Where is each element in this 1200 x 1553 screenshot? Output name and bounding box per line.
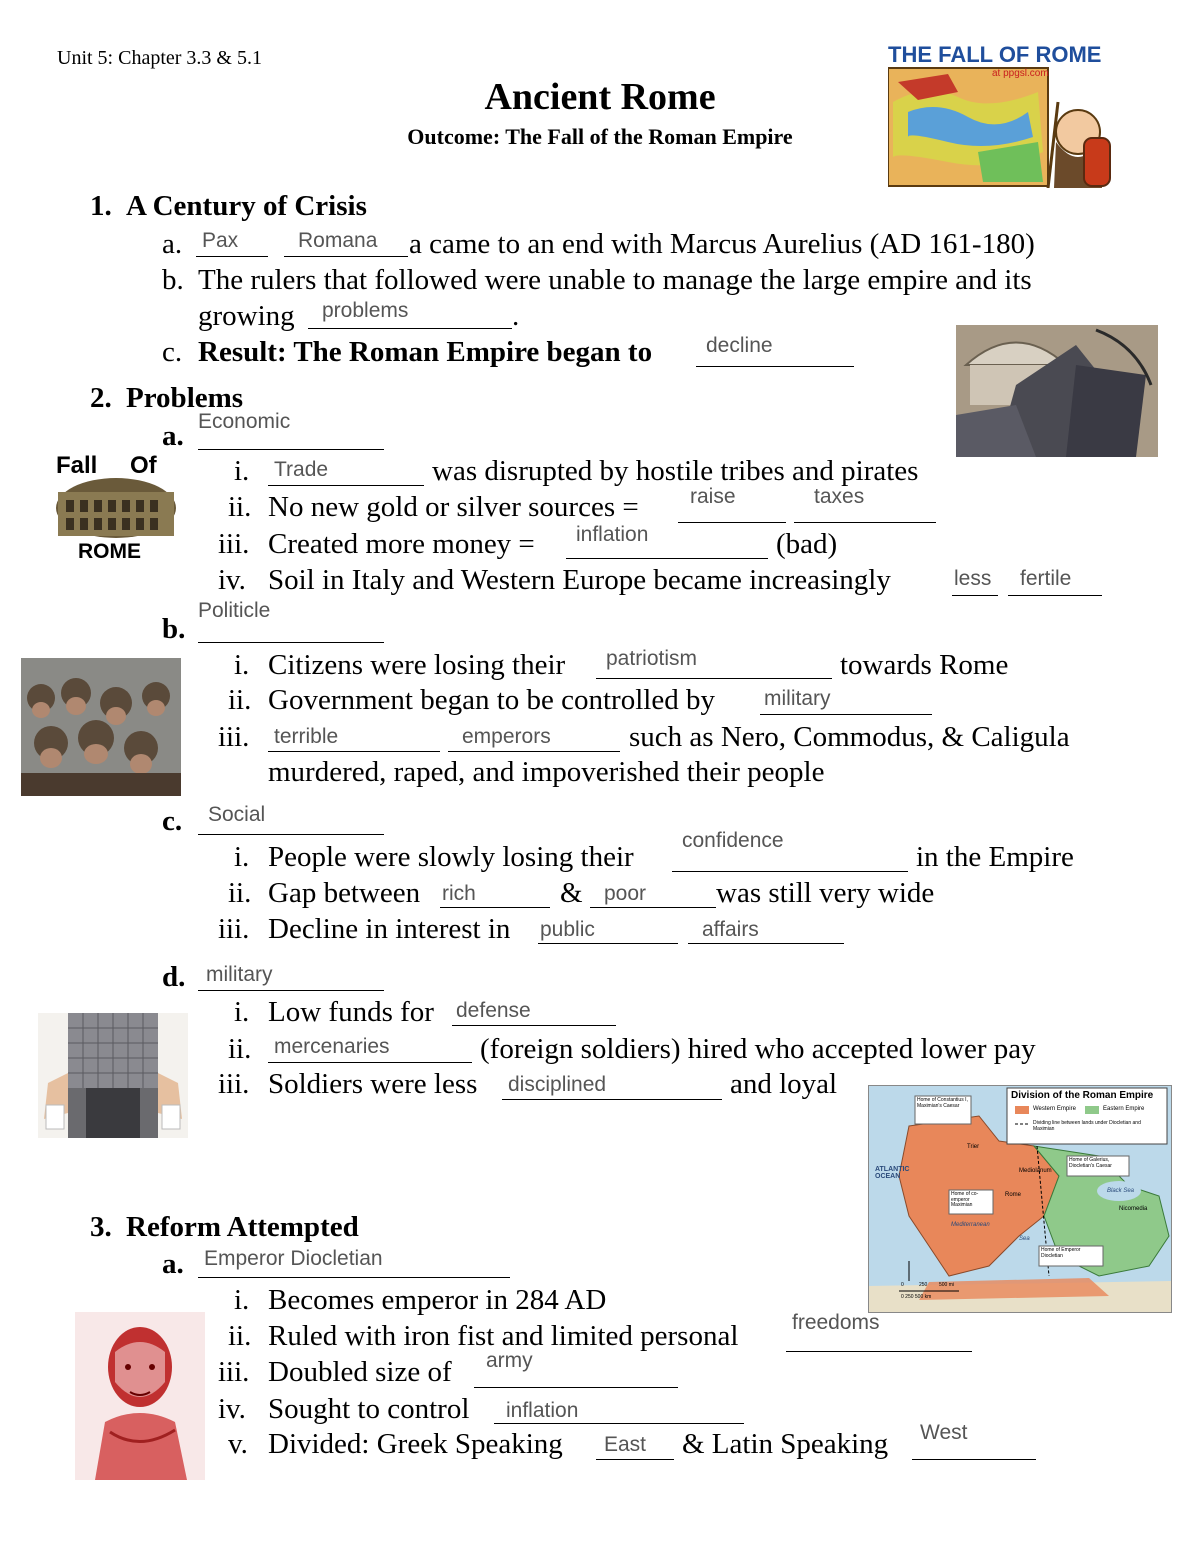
s3-iii-blank <box>474 1387 678 1388</box>
s2-c-iii-answer-1: public <box>540 918 595 941</box>
s2-a-ii-blank-1 <box>678 522 786 523</box>
s2-c-ii-answer-1: rich <box>442 882 476 905</box>
map-scale-250: 250 <box>919 1282 928 1288</box>
s3-v-blank-2 <box>912 1459 1036 1460</box>
s2-b-blank <box>198 642 384 643</box>
page-title: Ancient Rome <box>484 76 716 118</box>
s2-a-iii-text: Created more money = <box>268 528 535 560</box>
s2-c-iii-num: iii. <box>218 913 250 945</box>
s2-b-i-blank <box>596 678 832 679</box>
empty-pockets-image <box>38 1013 188 1138</box>
s2-a-i-answer: Trade <box>274 458 329 481</box>
s2-a-iv-text: Soil in Italy and Western Europe became increasingly <box>268 564 891 596</box>
s2-c-blank <box>198 834 384 835</box>
s2-b-i-answer: patriotism <box>606 647 698 670</box>
s2-a-ii-answer-2: taxes <box>814 485 865 508</box>
s2-a-i-blank <box>268 485 424 486</box>
s2-b-iii-num: iii. <box>218 721 250 753</box>
s2-a-iv-num: iv. <box>218 564 246 596</box>
s2-a-iii-blank <box>566 558 768 559</box>
s2-b-iii-text: such as Nero, Commodus, & Caligula <box>629 721 1070 753</box>
diocletian-bust-image <box>75 1312 205 1480</box>
s2-b-letter: b. <box>162 613 186 645</box>
fall-of-rome-logo-image <box>888 42 1116 188</box>
s2-d-answer: military <box>206 963 273 986</box>
s2-a-blank <box>198 449 384 450</box>
logo-sub-text: at ppgsl.com <box>992 68 1049 79</box>
s2-b-i-num: i. <box>234 649 250 681</box>
s2-c-ii-end: was still very wide <box>716 877 935 909</box>
section-1-number: 1. <box>90 190 112 222</box>
s1-a-blank-1 <box>196 256 268 257</box>
s2-a-iii-answer: inflation <box>576 523 649 546</box>
s2-a-letter: a. <box>162 420 184 452</box>
map-scale-500: 500 mi <box>939 1282 955 1288</box>
s1-c-answer: decline <box>706 334 773 357</box>
s3-ii-answer: freedoms <box>792 1311 880 1334</box>
s2-b-ii-text: Government began to be controlled by <box>268 684 715 716</box>
s2-d-ii-blank <box>268 1062 472 1063</box>
s2-d-iii-num: iii. <box>218 1068 250 1100</box>
soldiers-crowd-image <box>21 658 181 796</box>
s2-d-blank <box>198 990 384 991</box>
s1-a-answer-1: Pax <box>202 229 239 252</box>
s2-b-ii-blank <box>760 714 932 715</box>
colosseum-image <box>52 452 180 564</box>
section-2-heading: Problems <box>126 382 244 414</box>
s2-a-ii-num: ii. <box>228 491 252 523</box>
s2-c-i-end: in the Empire <box>916 841 1074 873</box>
colosseum-fall-text: Fall <box>56 452 98 479</box>
s3-a-letter: a. <box>162 1248 184 1280</box>
s3-i-num: i. <box>234 1284 250 1316</box>
s1-b-text-2: growing <box>198 300 295 332</box>
s2-c-ii-num: ii. <box>228 877 252 909</box>
map-label-rome: Rome <box>1005 1192 1022 1198</box>
s3-iii-text: Doubled size of <box>268 1356 452 1388</box>
section-1-heading: A Century of Crisis <box>126 190 367 222</box>
s3-v-text: Divided: Greek Speaking <box>268 1428 563 1460</box>
s3-iii-num: iii. <box>218 1356 250 1388</box>
map-label-nicomedia: Nicomedia <box>1119 1206 1148 1212</box>
s2-b-iii-text-2: murdered, raped, and impoverished their people <box>268 756 825 788</box>
map-scale-km: 0 250 500 km <box>901 1294 932 1300</box>
s2-b-i-text: Citizens were losing their <box>268 649 566 681</box>
s3-ii-num: ii. <box>228 1320 252 1352</box>
s3-a-blank <box>198 1277 510 1278</box>
roman-empire-division-map <box>868 1085 1172 1313</box>
s2-a-iv-blank-1 <box>952 595 998 596</box>
map-title: Division of the Roman Empire <box>1011 1090 1154 1101</box>
s2-d-i-num: i. <box>234 996 250 1028</box>
s2-b-iii-blank-2 <box>448 751 620 752</box>
s2-a-iv-answer-2: fertile <box>1020 567 1072 590</box>
colosseum-of-text: Of <box>130 452 157 479</box>
s2-c-i-text: People were slowly losing their <box>268 841 634 873</box>
s2-d-iii-end: and loyal <box>730 1068 838 1100</box>
s1-c-text: Result: The Roman Empire began to <box>198 336 653 368</box>
s2-a-answer: Economic <box>198 410 291 433</box>
s2-a-ii-answer-1: raise <box>690 485 736 508</box>
s3-v-amp: & Latin Speaking <box>682 1428 889 1460</box>
s1-a-letter: a. <box>162 228 183 260</box>
s1-b-blank <box>308 328 512 329</box>
map-label-black-sea: Black Sea <box>1107 1188 1135 1194</box>
s2-d-i-text: Low funds for <box>268 996 434 1028</box>
s2-a-i-text: was disrupted by hostile tribes and pirates <box>432 455 919 487</box>
map-label-trier: Trier <box>967 1144 980 1150</box>
s2-d-iii-text: Soldiers were less <box>268 1068 478 1100</box>
s2-c-i-num: i. <box>234 841 250 873</box>
map-label-maximian: Home of co-emperor Maximian <box>951 1191 979 1208</box>
map-label-mediolanum: Mediolanum <box>1019 1168 1052 1174</box>
s1-c-letter: c. <box>162 336 183 368</box>
s1-b-text-1: The rulers that followed were unable to manage the large empire and its <box>198 264 1032 296</box>
s2-c-i-answer: confidence <box>682 829 784 852</box>
section-3-number: 3. <box>90 1211 112 1243</box>
map-label-diocletian: Home of Emperor Diocletian <box>1041 1247 1081 1259</box>
s2-b-answer: Politicle <box>198 599 271 622</box>
s2-c-answer: Social <box>208 803 266 826</box>
s2-c-iii-answer-2: affairs <box>702 918 759 941</box>
s2-b-ii-answer: military <box>764 687 831 710</box>
s2-c-ii-text: Gap between <box>268 877 421 909</box>
s2-b-i-end: towards Rome <box>840 649 1009 681</box>
s1-a-text: a came to an end with Marcus Aurelius (AD 161-180) <box>409 228 1035 260</box>
s2-d-i-blank <box>452 1025 616 1026</box>
s3-iv-text: Sought to control <box>268 1393 470 1425</box>
s3-v-blank-1 <box>596 1459 674 1460</box>
map-legend-west: Western Empire <box>1033 1106 1076 1112</box>
s2-c-i-blank <box>672 871 908 872</box>
s2-c-iii-blank-1 <box>538 943 678 944</box>
s1-b-answer: problems <box>322 299 409 322</box>
s2-b-iii-answer-2: emperors <box>462 725 551 748</box>
s2-d-letter: d. <box>162 961 186 993</box>
map-label-constantius: Home of Constantius I, Maximian's Caesar <box>917 1097 968 1109</box>
map-label-galerius: Home of Galerius, Diocletian's Caesar <box>1069 1157 1112 1169</box>
s2-a-iii-num: iii. <box>218 528 250 560</box>
s1-b-letter: b. <box>162 264 184 296</box>
s3-iv-blank <box>494 1423 744 1424</box>
s2-a-ii-text: No new gold or silver sources = <box>268 491 639 523</box>
s2-d-i-answer: defense <box>456 999 531 1022</box>
s2-b-iii-blank-1 <box>268 751 440 752</box>
map-legend-east: Eastern Empire <box>1103 1106 1145 1112</box>
s1-a-blank-2 <box>284 256 408 257</box>
s2-a-ii-blank-2 <box>794 522 936 523</box>
s3-v-answer-2: West <box>920 1421 968 1444</box>
colosseum-rome-text: ROME <box>78 540 141 563</box>
logo-title-text: THE FALL OF ROME <box>888 42 1102 67</box>
s2-d-iii-blank <box>502 1099 722 1100</box>
s3-iv-num: iv. <box>218 1393 246 1425</box>
s3-a-answer: Emperor Diocletian <box>204 1247 383 1270</box>
s2-d-ii-num: ii. <box>228 1033 252 1065</box>
s2-a-iv-answer-1: less <box>954 567 992 590</box>
s2-a-i-num: i. <box>234 455 250 487</box>
s2-c-ii-answer-2: poor <box>604 882 647 905</box>
s3-ii-text: Ruled with iron fist and limited personal <box>268 1320 739 1352</box>
map-scale-0: 0 <box>901 1282 904 1288</box>
s2-a-iii-end: (bad) <box>776 528 838 560</box>
s2-a-iv-blank-2 <box>1008 595 1102 596</box>
map-label-atlantic: ATLANTIC OCEAN <box>875 1166 910 1180</box>
outcome-subtitle: Outcome: The Fall of the Roman Empire <box>407 124 793 149</box>
s1-a-answer-2: Romana <box>298 229 378 252</box>
s3-ii-blank <box>786 1351 972 1352</box>
s2-d-iii-answer: disciplined <box>508 1073 607 1096</box>
map-legend-line: Dividing line between lands under Diocletian and Maximian <box>1033 1120 1141 1132</box>
s1-b-end: . <box>512 300 520 332</box>
s3-i-text: Becomes emperor in 284 AD <box>268 1284 607 1316</box>
section-3-heading: Reform Attempted <box>126 1211 359 1243</box>
s2-c-iii-text: Decline in interest in <box>268 913 511 945</box>
s3-v-num: v. <box>228 1428 248 1460</box>
s3-iii-answer: army <box>486 1349 533 1372</box>
s2-c-ii-blank-1 <box>440 907 550 908</box>
s3-iv-answer: inflation <box>506 1399 579 1422</box>
map-label-mediterranean: Mediterranean <box>951 1222 990 1228</box>
s2-c-letter: c. <box>162 805 183 837</box>
s2-d-ii-answer: mercenaries <box>274 1035 390 1058</box>
s2-c-ii-blank-2 <box>590 907 716 908</box>
s2-b-iii-answer-1: terrible <box>274 725 339 748</box>
battle-scene-image <box>956 325 1158 457</box>
s3-v-answer-1: East <box>604 1433 647 1456</box>
s2-c-iii-blank-2 <box>688 943 844 944</box>
s2-d-ii-text: (foreign soldiers) hired who accepted lower pay <box>480 1033 1036 1065</box>
map-label-sea: Sea <box>1019 1236 1030 1242</box>
s2-c-ii-amp: & <box>560 877 583 909</box>
s1-c-blank <box>696 366 854 367</box>
s2-b-ii-num: ii. <box>228 684 252 716</box>
section-2-number: 2. <box>90 382 112 414</box>
unit-label: Unit 5: Chapter 3.3 & 5.1 <box>57 47 262 69</box>
